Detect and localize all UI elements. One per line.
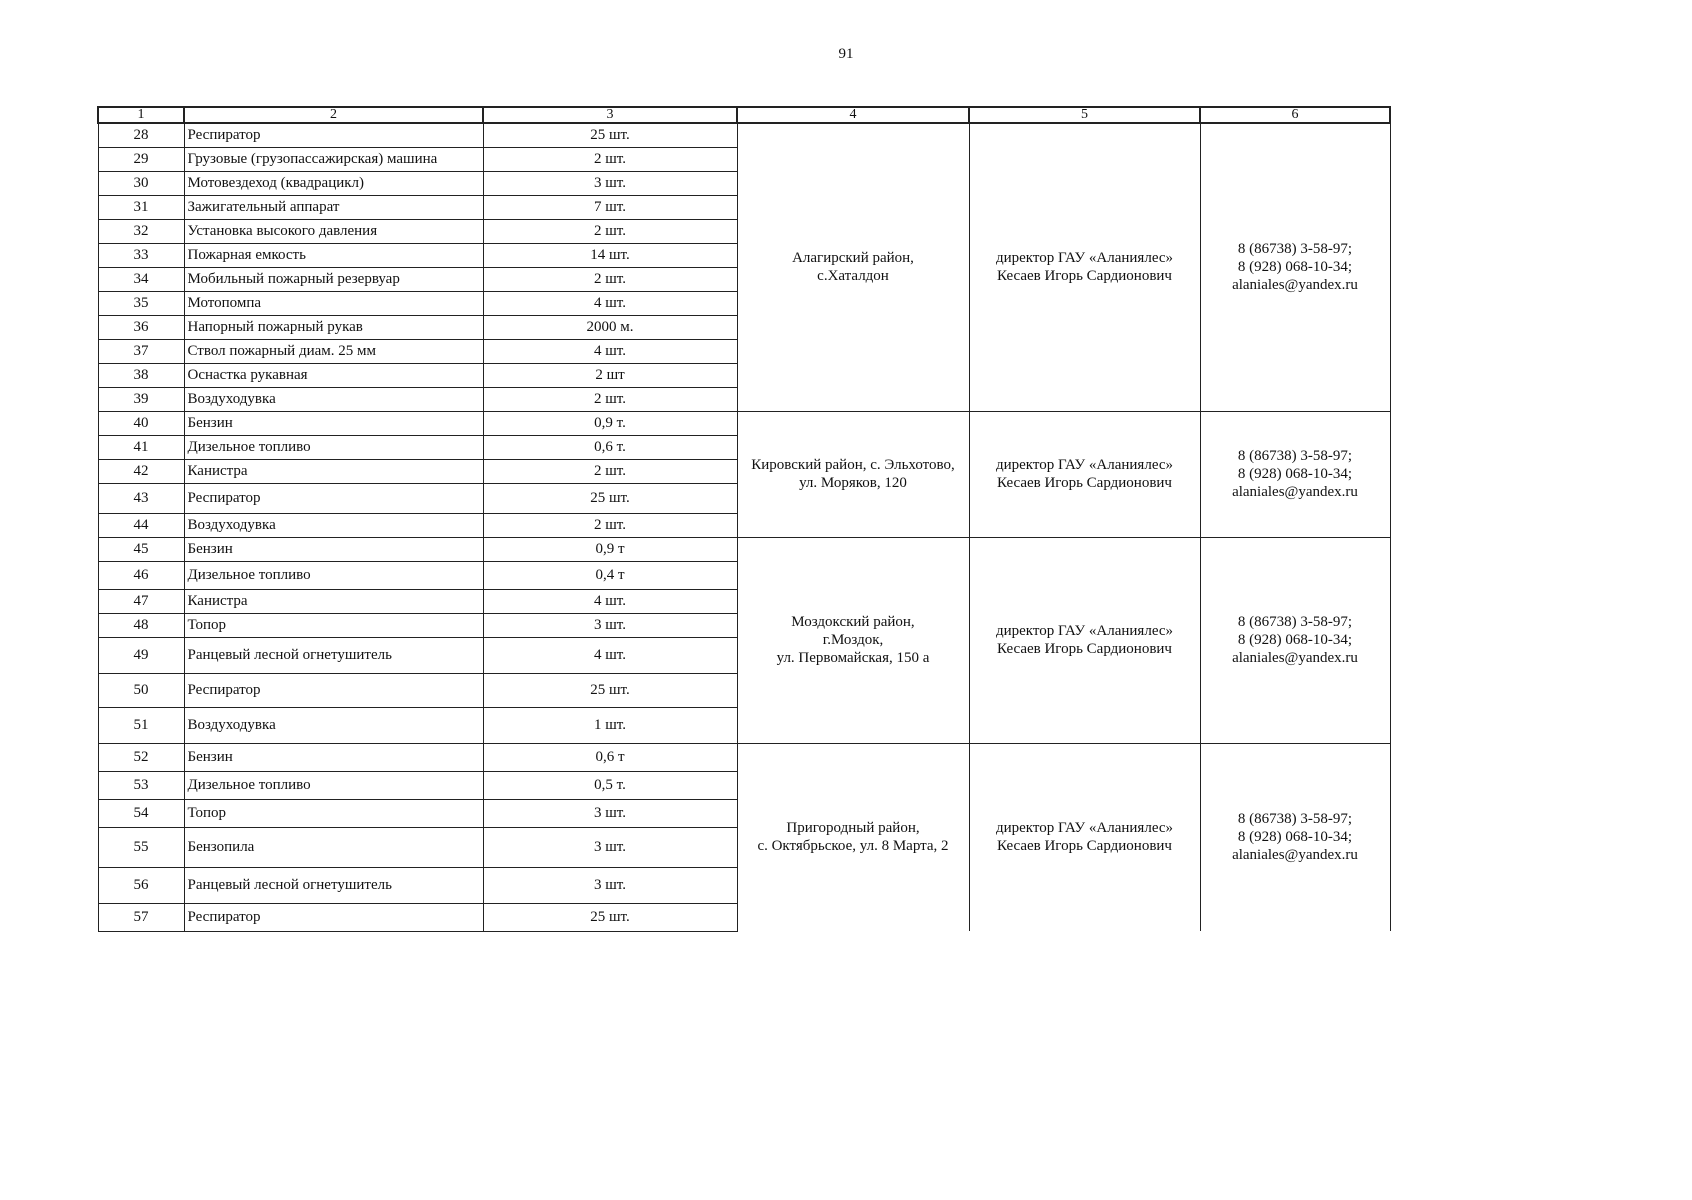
quantity-cell: 0,6 т. xyxy=(483,435,737,459)
item-name-cell: Воздуходувка xyxy=(184,513,483,537)
item-name-cell: Пожарная емкость xyxy=(184,243,483,267)
quantity-cell: 14 шт. xyxy=(483,243,737,267)
row-number-cell: 47 xyxy=(98,589,184,613)
quantity-cell: 0,9 т xyxy=(483,537,737,561)
quantity-cell: 2 шт xyxy=(483,363,737,387)
column-header: 3 xyxy=(483,107,737,123)
row-number-cell: 30 xyxy=(98,171,184,195)
item-name-cell: Мотопомпа xyxy=(184,291,483,315)
director-cell: директор ГАУ «Аланиялес» Кесаев Игорь Сардионович xyxy=(969,537,1200,743)
row-number-cell: 34 xyxy=(98,267,184,291)
column-header: 5 xyxy=(969,107,1200,123)
quantity-cell: 25 шт. xyxy=(483,123,737,147)
quantity-cell: 2 шт. xyxy=(483,219,737,243)
quantity-cell: 2 шт. xyxy=(483,387,737,411)
row-number-cell: 50 xyxy=(98,673,184,707)
row-number-cell: 36 xyxy=(98,315,184,339)
column-header: 6 xyxy=(1200,107,1390,123)
quantity-cell: 0,9 т. xyxy=(483,411,737,435)
quantity-cell: 2000 м. xyxy=(483,315,737,339)
item-name-cell: Топор xyxy=(184,613,483,637)
location-cell: Алагирский район, с.Хаталдон xyxy=(737,123,969,411)
contacts-cell: 8 (86738) 3-58-97; 8 (928) 068-10-34; alaniales@yandex.ru xyxy=(1200,743,1390,931)
item-name-cell: Дизельное топливо xyxy=(184,435,483,459)
row-number-cell: 55 xyxy=(98,827,184,867)
item-name-cell: Грузовые (грузопассажирская) машина xyxy=(184,147,483,171)
column-header: 1 xyxy=(98,107,184,123)
row-number-cell: 46 xyxy=(98,561,184,589)
contacts-cell: 8 (86738) 3-58-97; 8 (928) 068-10-34; alaniales@yandex.ru xyxy=(1200,123,1390,411)
table-row xyxy=(98,123,1390,147)
director-cell: директор ГАУ «Аланиялес» Кесаев Игорь Сардионович xyxy=(969,743,1200,931)
quantity-cell: 2 шт. xyxy=(483,267,737,291)
quantity-cell: 4 шт. xyxy=(483,291,737,315)
row-number-cell: 52 xyxy=(98,743,184,771)
row-number-cell: 31 xyxy=(98,195,184,219)
item-name-cell: Бензин xyxy=(184,411,483,435)
row-number-cell: 48 xyxy=(98,613,184,637)
quantity-cell: 0,6 т xyxy=(483,743,737,771)
table-row xyxy=(98,411,1390,435)
item-name-cell: Оснастка рукавная xyxy=(184,363,483,387)
quantity-cell: 3 шт. xyxy=(483,171,737,195)
item-name-cell: Дизельное топливо xyxy=(184,561,483,589)
item-name-cell: Бензин xyxy=(184,537,483,561)
item-name-cell: Воздуходувка xyxy=(184,387,483,411)
item-name-cell: Бензопила xyxy=(184,827,483,867)
column-header: 4 xyxy=(737,107,969,123)
row-number-cell: 57 xyxy=(98,903,184,931)
item-name-cell: Респиратор xyxy=(184,903,483,931)
row-number-cell: 40 xyxy=(98,411,184,435)
contacts-cell: 8 (86738) 3-58-97; 8 (928) 068-10-34; alaniales@yandex.ru xyxy=(1200,411,1390,537)
row-number-cell: 32 xyxy=(98,219,184,243)
item-name-cell: Респиратор xyxy=(184,483,483,513)
item-name-cell: Бензин xyxy=(184,743,483,771)
header-row xyxy=(98,107,1390,123)
row-number-cell: 35 xyxy=(98,291,184,315)
table-body xyxy=(98,123,1390,931)
quantity-cell: 4 шт. xyxy=(483,637,737,673)
item-name-cell: Топор xyxy=(184,799,483,827)
table-row xyxy=(98,537,1390,561)
item-name-cell: Мобильный пожарный резервуар xyxy=(184,267,483,291)
row-number-cell: 37 xyxy=(98,339,184,363)
location-cell: Пригородный район, с. Октябрьское, ул. 8 Марта, 2 xyxy=(737,743,969,931)
row-number-cell: 42 xyxy=(98,459,184,483)
page-number: 91 xyxy=(838,46,854,62)
item-name-cell: Ствол пожарный диам. 25 мм xyxy=(184,339,483,363)
director-cell: директор ГАУ «Аланиялес» Кесаев Игорь Сардионович xyxy=(969,123,1200,411)
director-cell: директор ГАУ «Аланиялес» Кесаев Игорь Сардионович xyxy=(969,411,1200,537)
quantity-cell: 3 шт. xyxy=(483,613,737,637)
row-number-cell: 44 xyxy=(98,513,184,537)
item-name-cell: Дизельное топливо xyxy=(184,771,483,799)
row-number-cell: 41 xyxy=(98,435,184,459)
quantity-cell: 25 шт. xyxy=(483,673,737,707)
table-row xyxy=(98,743,1390,771)
quantity-cell: 25 шт. xyxy=(483,483,737,513)
item-name-cell: Мотовездеход (квадрацикл) xyxy=(184,171,483,195)
quantity-cell: 7 шт. xyxy=(483,195,737,219)
row-number-cell: 28 xyxy=(98,123,184,147)
row-number-cell: 56 xyxy=(98,867,184,903)
contacts-cell: 8 (86738) 3-58-97; 8 (928) 068-10-34; alaniales@yandex.ru xyxy=(1200,537,1390,743)
quantity-cell: 2 шт. xyxy=(483,513,737,537)
item-name-cell: Установка высокого давления xyxy=(184,219,483,243)
row-number-cell: 51 xyxy=(98,707,184,743)
row-number-cell: 29 xyxy=(98,147,184,171)
row-number-cell: 53 xyxy=(98,771,184,799)
quantity-cell: 25 шт. xyxy=(483,903,737,931)
item-name-cell: Канистра xyxy=(184,589,483,613)
row-number-cell: 45 xyxy=(98,537,184,561)
location-cell: Кировский район, с. Эльхотово, ул. Моряков, 120 xyxy=(737,411,969,537)
quantity-cell: 0,4 т xyxy=(483,561,737,589)
item-name-cell: Ранцевый лесной огнетушитель xyxy=(184,637,483,673)
item-name-cell: Напорный пожарный рукав xyxy=(184,315,483,339)
quantity-cell: 1 шт. xyxy=(483,707,737,743)
row-number-cell: 49 xyxy=(98,637,184,673)
row-number-cell: 33 xyxy=(98,243,184,267)
column-header: 2 xyxy=(184,107,483,123)
item-name-cell: Ранцевый лесной огнетушитель xyxy=(184,867,483,903)
quantity-cell: 4 шт. xyxy=(483,589,737,613)
item-name-cell: Канистра xyxy=(184,459,483,483)
quantity-cell: 3 шт. xyxy=(483,799,737,827)
location-cell: Моздокский район, г.Моздок, ул. Первомайская, 150 а xyxy=(737,537,969,743)
quantity-cell: 3 шт. xyxy=(483,827,737,867)
row-number-cell: 43 xyxy=(98,483,184,513)
item-name-cell: Воздуходувка xyxy=(184,707,483,743)
quantity-cell: 0,5 т. xyxy=(483,771,737,799)
quantity-cell: 3 шт. xyxy=(483,867,737,903)
row-number-cell: 39 xyxy=(98,387,184,411)
item-name-cell: Респиратор xyxy=(184,123,483,147)
quantity-cell: 2 шт. xyxy=(483,459,737,483)
quantity-cell: 4 шт. xyxy=(483,339,737,363)
item-name-cell: Респиратор xyxy=(184,673,483,707)
row-number-cell: 54 xyxy=(98,799,184,827)
item-name-cell: Зажигательный аппарат xyxy=(184,195,483,219)
row-number-cell: 38 xyxy=(98,363,184,387)
resources-table xyxy=(97,106,1391,932)
quantity-cell: 2 шт. xyxy=(483,147,737,171)
